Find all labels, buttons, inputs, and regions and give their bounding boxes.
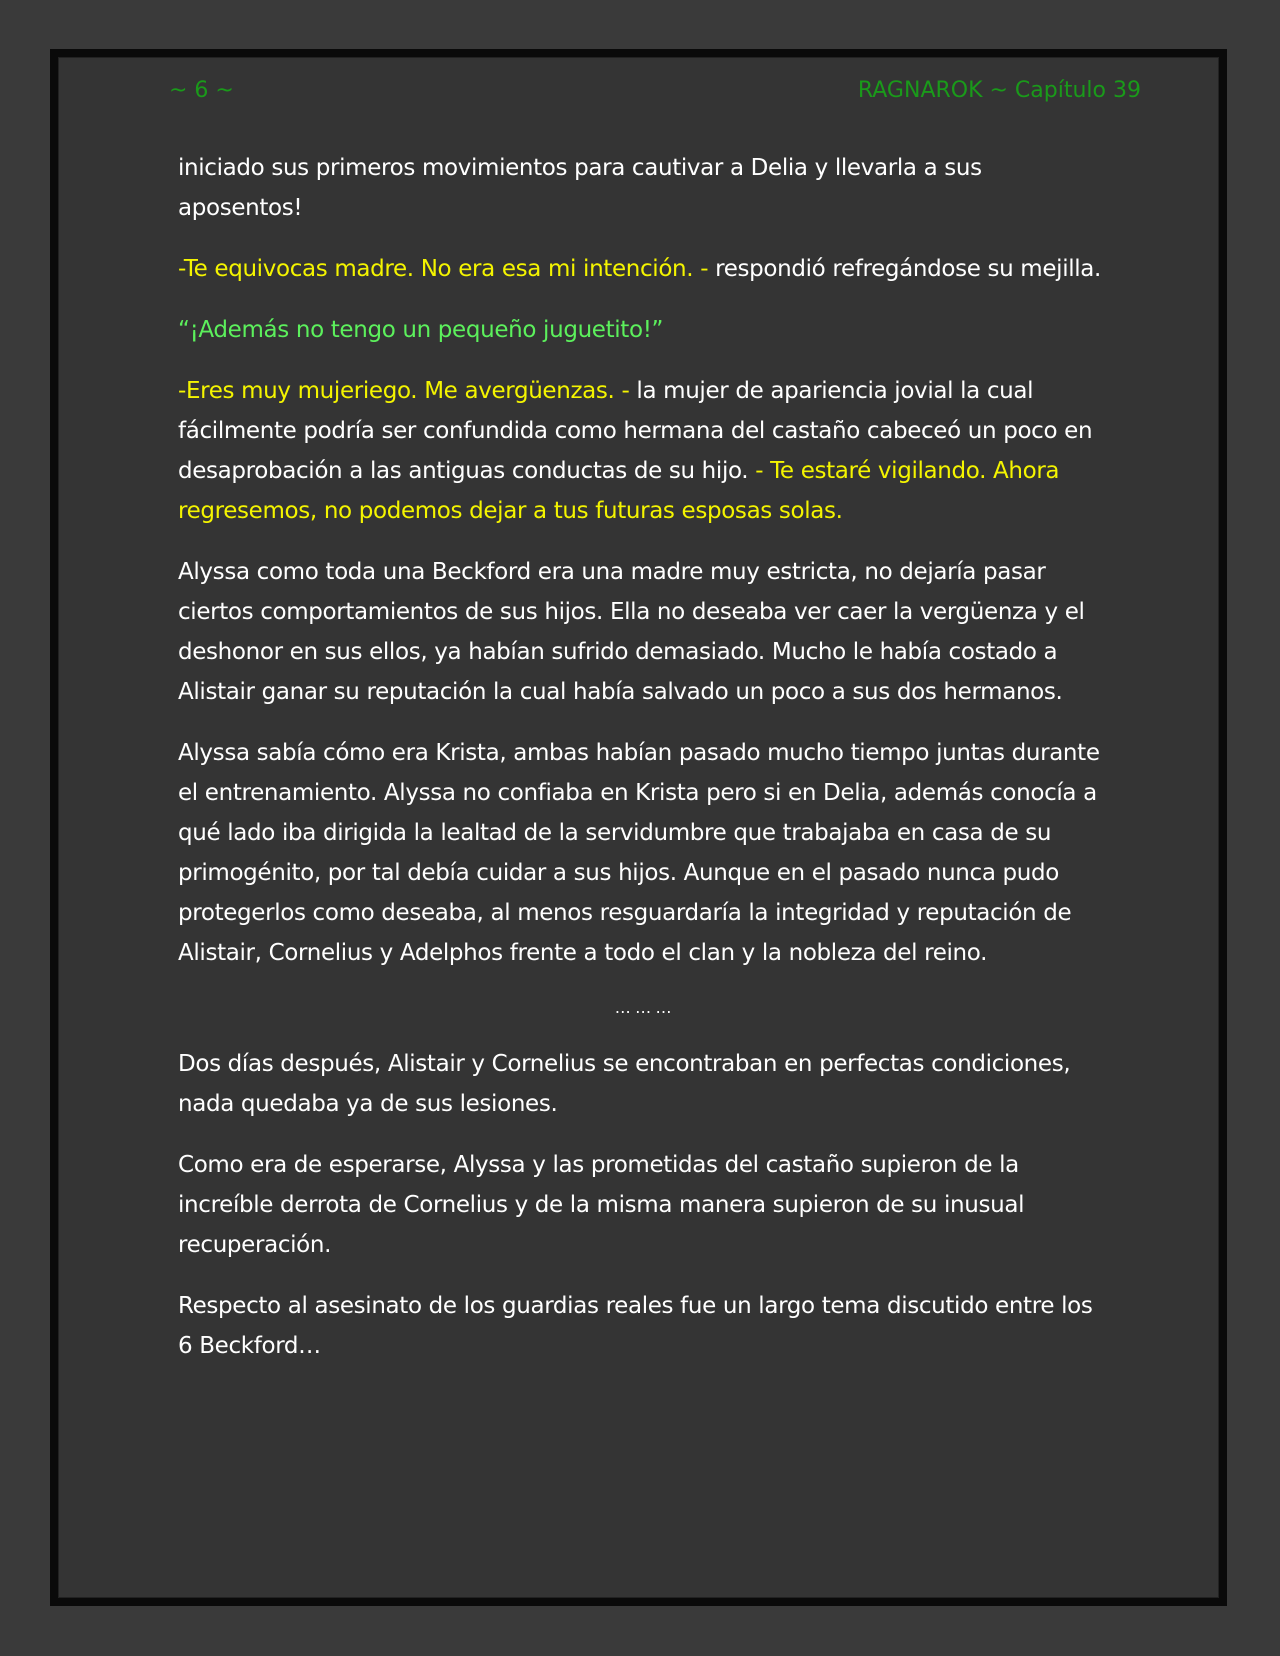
thought: “¡Además no tengo un pequeño juguetito!” [178, 317, 664, 343]
paragraph [178, 1044, 1108, 1124]
narration: Respecto al asesinato de los guardias reales fue un largo tema discutido entre los 6 Beckford… [178, 1293, 1093, 1359]
scene-separator [178, 994, 1108, 1022]
narration: iniciado sus primeros movimientos para cautivar a Delia y llevarla a sus aposentos! [178, 155, 982, 221]
paragraph [178, 249, 1108, 289]
separator-text: … … … [614, 998, 672, 1017]
narration: Alyssa como toda una Beckford era una madre muy estricta, no dejaría pasar ciertos comportamientos de sus hijos. Ella no deseaba ver caer la vergüenza y el deshonor en sus ellos, ya habían sufrido demasiado. Mucho le había costado a Alistair ganar su reputación la cual había salvado un poco a sus dos hermanos. [178, 559, 1085, 705]
paragraph [178, 552, 1108, 712]
narration: Como era de esperarse, Alyssa y las prometidas del castaño supieron de la increíble derrota de Cornelius y de la misma manera supieron de su inusual recuperación. [178, 1152, 1025, 1258]
paragraph [178, 1145, 1108, 1265]
dialogue: -Eres muy mujeriego. Me avergüenzas. - [178, 378, 630, 404]
paragraph [178, 1286, 1108, 1366]
narration: Dos días después, Alistair y Cornelius se encontraban en perfectas condiciones, nada quedaba ya de sus lesiones. [178, 1051, 1071, 1117]
paragraph [178, 148, 1108, 228]
dialogue: - Te estaré vigilando. Ahora regresemos, no podemos dejar a tus futuras esposas solas. [178, 458, 1060, 524]
page-number: ~ 6 ~ [169, 78, 234, 103]
paragraph [178, 310, 1108, 350]
page-body [178, 148, 1108, 1387]
narration: respondió refregándose su mejilla. [708, 256, 1102, 282]
paragraph [178, 371, 1108, 531]
narration: Alyssa sabía cómo era Krista, ambas habían pasado mucho tiempo juntas durante el entrenamiento. Alyssa no confiaba en Krista pero si en Delia, además conocía a qué lado iba dirigida la lealtad de la servidumbre que trabajaba en casa de su primogénito, por tal debía cuidar a sus hijos. Aunque en el pasado nunca pudo protegerlos como deseaba, al menos resguardaría la integridad y reputación de Alistair, Cornelius y Adelphos frente a todo el clan y la nobleza del reino. [178, 740, 1100, 966]
dialogue: -Te equivocas madre. No era esa mi intención. - [178, 256, 709, 282]
narration: la mujer de apariencia jovial la cual fácilmente podría ser confundida como hermana del castaño cabeceó un poco en desaprobación a las antiguas conductas de su hijo. [178, 378, 1093, 484]
page-header [169, 78, 1141, 108]
paragraph [178, 733, 1108, 973]
chapter-title: RAGNAROK ~ Capítulo 39 [857, 78, 1141, 103]
